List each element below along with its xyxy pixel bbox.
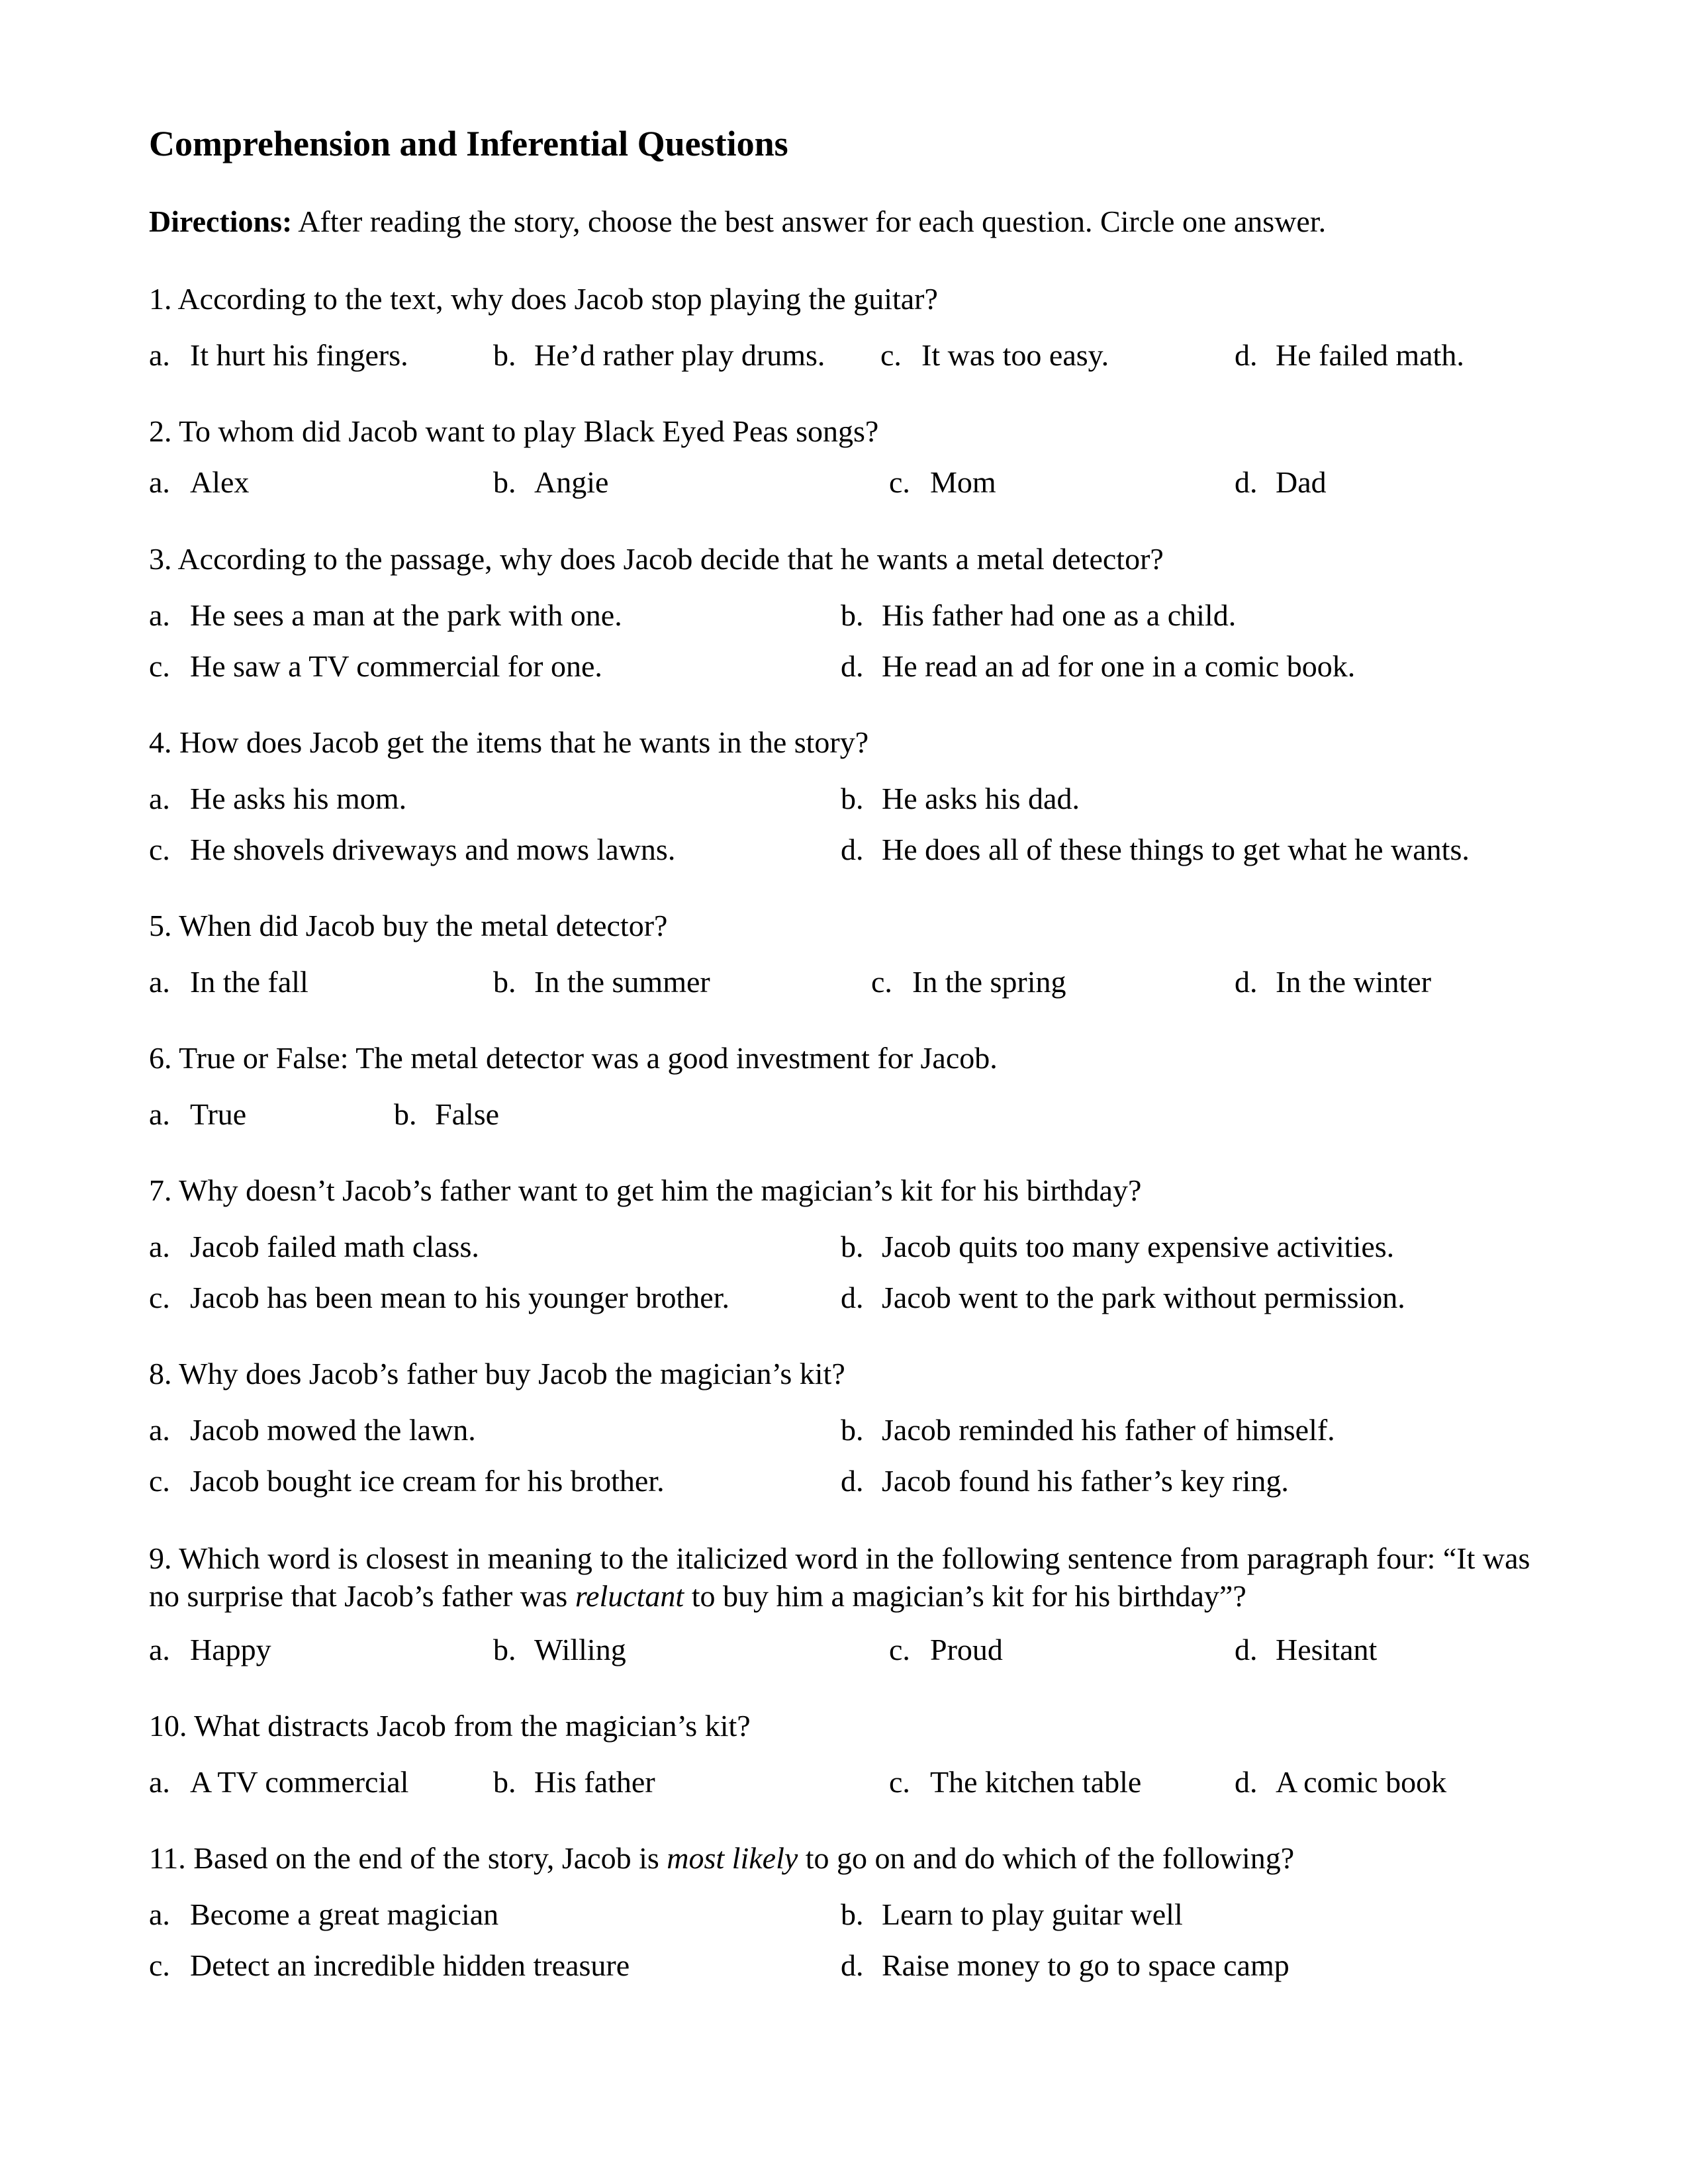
q4-option-a[interactable] xyxy=(149,781,406,816)
option-letter: c. xyxy=(149,649,170,683)
question-text: to buy him a magician’s kit for his birthday”? xyxy=(684,1579,1246,1613)
option-letter: a. xyxy=(149,1413,170,1447)
q10-option-a[interactable] xyxy=(149,1764,408,1799)
option-letter: a. xyxy=(149,782,170,815)
q2-option-b[interactable] xyxy=(493,465,608,500)
q7-option-b[interactable] xyxy=(841,1229,1394,1264)
q10-option-b[interactable] xyxy=(493,1764,655,1799)
q11-option-b[interactable] xyxy=(841,1897,1183,1932)
q5-option-c[interactable] xyxy=(871,964,1066,999)
question-8: 8. Why does Jacob’s father buy Jacob the magician’s kit? xyxy=(149,1357,845,1390)
question-10: 10. What distracts Jacob from the magician’s kit? xyxy=(149,1709,751,1743)
option-text: It hurt his fingers. xyxy=(190,338,408,372)
option-letter: d. xyxy=(1235,465,1258,499)
option-letter: d. xyxy=(1235,965,1258,999)
option-letter: b. xyxy=(493,1633,516,1666)
question-3: 3. According to the passage, why does Jacob decide that he wants a metal detector? xyxy=(149,542,1164,576)
option-letter: a. xyxy=(149,1897,170,1931)
option-text: Jacob quits too many expensive activities. xyxy=(882,1230,1395,1263)
option-text: He read an ad for one in a comic book. xyxy=(882,649,1356,683)
option-letter: a. xyxy=(149,598,170,632)
option-text: He failed math. xyxy=(1276,338,1464,372)
q10-option-c[interactable] xyxy=(889,1764,1141,1799)
option-text: Willing xyxy=(534,1633,626,1666)
q11-option-a[interactable] xyxy=(149,1897,498,1932)
q6-option-b[interactable] xyxy=(394,1097,499,1132)
option-letter: d. xyxy=(841,1464,864,1498)
q7-option-d[interactable] xyxy=(841,1280,1405,1315)
question-2: 2. To whom did Jacob want to play Black Eyed Peas songs? xyxy=(149,414,879,448)
option-text: In the summer xyxy=(534,965,710,999)
option-letter: a. xyxy=(149,1633,170,1666)
option-text: Jacob mowed the lawn. xyxy=(190,1413,476,1447)
option-text: Detect an incredible hidden treasure xyxy=(190,1948,630,1982)
option-text: He shovels driveways and mows lawns. xyxy=(190,833,676,866)
option-letter: c. xyxy=(149,833,170,866)
q1-option-b[interactable] xyxy=(493,338,825,373)
option-text: Jacob failed math class. xyxy=(190,1230,479,1263)
option-letter: d. xyxy=(841,833,864,866)
option-text: In the fall xyxy=(190,965,308,999)
option-letter: b. xyxy=(493,465,516,499)
q5-option-b[interactable] xyxy=(493,964,710,999)
option-letter: a. xyxy=(149,1097,170,1131)
q9-option-a[interactable] xyxy=(149,1632,271,1667)
option-letter: c. xyxy=(889,465,910,499)
option-text: Proud xyxy=(930,1633,1003,1666)
question-11 xyxy=(149,1841,1294,1876)
q4-option-c[interactable] xyxy=(149,832,675,867)
option-text: In the spring xyxy=(912,965,1066,999)
q2-option-c[interactable] xyxy=(889,465,996,500)
option-text: Jacob bought ice cream for his brother. xyxy=(190,1464,665,1498)
option-text: He does all of these things to get what he wants. xyxy=(882,833,1470,866)
q4-option-d[interactable] xyxy=(841,832,1470,867)
option-text: The kitchen table xyxy=(930,1765,1142,1799)
option-letter: b. xyxy=(493,338,516,372)
q9-option-d[interactable] xyxy=(1235,1632,1377,1667)
italic-word: reluctant xyxy=(575,1579,684,1613)
q5-option-d[interactable] xyxy=(1235,964,1431,999)
option-text: He sees a man at the park with one. xyxy=(190,598,622,632)
question-4: 4. How does Jacob get the items that he wants in the story? xyxy=(149,725,869,759)
option-text: A TV commercial xyxy=(190,1765,409,1799)
q9-option-b[interactable] xyxy=(493,1632,626,1667)
option-letter: d. xyxy=(1235,338,1258,372)
q3-option-b[interactable] xyxy=(841,598,1236,633)
directions xyxy=(149,204,1326,239)
italic-word: most likely xyxy=(667,1841,798,1875)
option-text: Dad xyxy=(1276,465,1327,499)
option-letter: a. xyxy=(149,1230,170,1263)
option-letter: d. xyxy=(1235,1765,1258,1799)
question-9 xyxy=(149,1539,1552,1615)
q9-option-c[interactable] xyxy=(889,1632,1003,1667)
option-text: Become a great magician xyxy=(190,1897,499,1931)
option-letter: d. xyxy=(841,649,864,683)
option-text: He asks his dad. xyxy=(882,782,1080,815)
option-text: He saw a TV commercial for one. xyxy=(190,649,602,683)
option-letter: b. xyxy=(394,1097,417,1131)
option-letter: d. xyxy=(841,1948,864,1982)
q3-option-d[interactable] xyxy=(841,649,1355,684)
option-letter: c. xyxy=(889,1765,910,1799)
option-text: Happy xyxy=(190,1633,271,1666)
option-letter: a. xyxy=(149,465,170,499)
option-text: A comic book xyxy=(1276,1765,1447,1799)
q11-option-c[interactable] xyxy=(149,1948,630,1983)
q8-option-c[interactable] xyxy=(149,1463,665,1498)
option-text: Learn to play guitar well xyxy=(882,1897,1183,1931)
option-letter: c. xyxy=(871,965,892,999)
q8-option-a[interactable] xyxy=(149,1412,476,1447)
q1-option-d[interactable] xyxy=(1235,338,1464,373)
option-text: Jacob went to the park without permission. xyxy=(882,1281,1405,1314)
q7-option-c[interactable] xyxy=(149,1280,729,1315)
option-text: In the winter xyxy=(1276,965,1432,999)
q2-option-d[interactable] xyxy=(1235,465,1327,500)
option-letter: a. xyxy=(149,965,170,999)
option-letter: b. xyxy=(841,782,864,815)
option-text: Raise money to go to space camp xyxy=(882,1948,1289,1982)
q6-option-a[interactable] xyxy=(149,1097,246,1132)
q7-option-a[interactable] xyxy=(149,1229,479,1264)
option-letter: c. xyxy=(880,338,902,372)
q8-option-d[interactable] xyxy=(841,1463,1289,1498)
q5-option-a[interactable] xyxy=(149,964,308,999)
option-letter: c. xyxy=(149,1948,170,1982)
option-text: True xyxy=(190,1097,247,1131)
q10-option-d[interactable] xyxy=(1235,1764,1446,1799)
option-letter: b. xyxy=(841,1230,864,1263)
option-letter: a. xyxy=(149,1765,170,1799)
q1-option-a[interactable] xyxy=(149,338,408,373)
option-letter: a. xyxy=(149,338,170,372)
option-letter: c. xyxy=(149,1281,170,1314)
option-letter: b. xyxy=(841,1413,864,1447)
option-text: Angie xyxy=(534,465,609,499)
q3-option-a[interactable] xyxy=(149,598,622,633)
option-letter: b. xyxy=(493,965,516,999)
option-letter: d. xyxy=(1235,1633,1258,1666)
q4-option-b[interactable] xyxy=(841,781,1080,816)
directions-label: Directions: xyxy=(149,205,293,238)
option-letter: b. xyxy=(841,598,864,632)
option-letter: b. xyxy=(841,1897,864,1931)
option-text: His father had one as a child. xyxy=(882,598,1237,632)
q1-option-c[interactable] xyxy=(880,338,1109,373)
option-letter: d. xyxy=(841,1281,864,1314)
option-letter: c. xyxy=(889,1633,910,1666)
option-text: His father xyxy=(534,1765,655,1799)
option-text: Jacob reminded his father of himself. xyxy=(882,1413,1335,1447)
q2-option-a[interactable] xyxy=(149,465,249,500)
question-7: 7. Why doesn’t Jacob’s father want to get him the magician’s kit for his birthday? xyxy=(149,1173,1142,1207)
q3-option-c[interactable] xyxy=(149,649,602,684)
question-text: to go on and do which of the following? xyxy=(798,1841,1295,1875)
question-1: 1. According to the text, why does Jacob stop playing the guitar? xyxy=(149,282,938,316)
option-text: Jacob has been mean to his younger brother. xyxy=(190,1281,729,1314)
option-text: False xyxy=(435,1097,500,1131)
q11-option-d[interactable] xyxy=(841,1948,1289,1983)
option-letter: b. xyxy=(493,1765,516,1799)
option-text: He’d rather play drums. xyxy=(534,338,825,372)
option-text: Jacob found his father’s key ring. xyxy=(882,1464,1289,1498)
option-text: Mom xyxy=(930,465,996,499)
q8-option-b[interactable] xyxy=(841,1412,1335,1447)
question-text: 11. Based on the end of the story, Jacob is xyxy=(149,1841,667,1875)
page-title: Comprehension and Inferential Questions xyxy=(149,124,788,163)
option-text: Hesitant xyxy=(1276,1633,1378,1666)
question-5: 5. When did Jacob buy the metal detector? xyxy=(149,909,668,942)
option-text: It was too easy. xyxy=(921,338,1109,372)
question-text: 9. Which word is closest in meaning to the italicized word in the following sentence from paragraph four: “It was no surprise that Jacob’s father was xyxy=(149,1541,1530,1613)
option-text: Alex xyxy=(190,465,250,499)
option-text: He asks his mom. xyxy=(190,782,407,815)
directions-text: After reading the story, choose the best answer for each question. Circle one answer. xyxy=(292,205,1327,238)
option-letter: c. xyxy=(149,1464,170,1498)
question-6: 6. True or False: The metal detector was a good investment for Jacob. xyxy=(149,1041,998,1075)
